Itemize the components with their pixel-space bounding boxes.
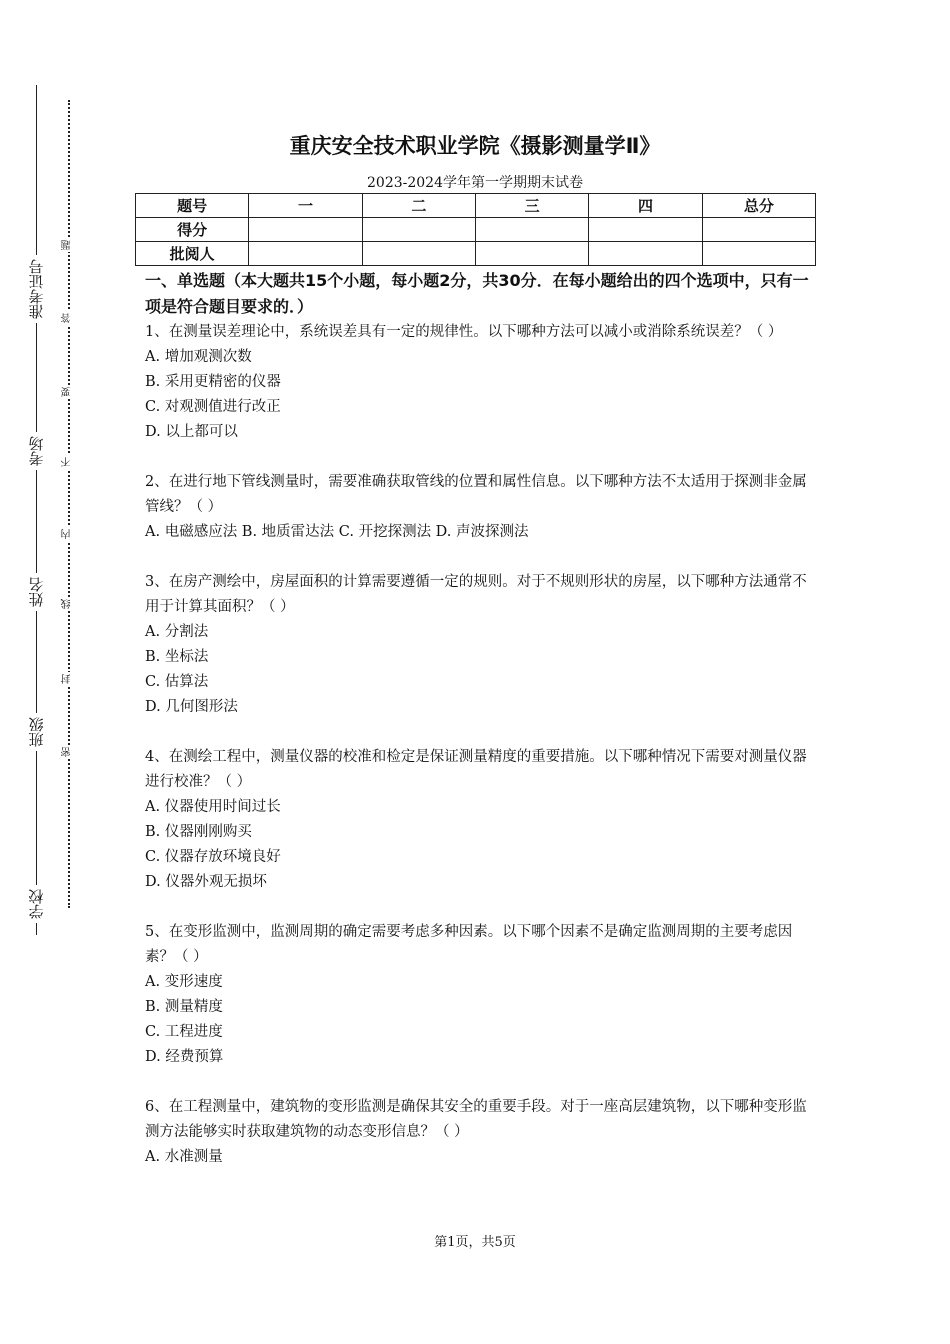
score-table-cell: [589, 218, 702, 242]
score-table-row-label: 批阅人: [136, 242, 249, 266]
question-stem: 4、在测绘工程中，测量仪器的校准和检定是保证测量精度的重要措施。以下哪种情况下需要对测量仪器进行校准？（ ）: [145, 749, 807, 790]
question-option: A. 分割法: [145, 624, 209, 640]
question-option: D. 几何图形法: [145, 699, 238, 715]
score-table-cell: [249, 218, 362, 242]
question-option: C. 仪器存放环境良好: [145, 849, 281, 865]
question-option: A. 仪器使用时间过长: [145, 799, 281, 815]
question: [145, 570, 810, 720]
seal-char: 封: [58, 672, 78, 686]
seal-char: 要: [58, 385, 78, 399]
score-table-header-cell: 二: [362, 194, 475, 218]
question-option: C. 工程进度: [145, 1024, 223, 1040]
question-option: C. 对观测值进行改正: [145, 399, 281, 415]
exam-title: 重庆安全技术职业学院《摄影测量学Ⅱ》: [289, 134, 661, 158]
score-table-row: [136, 218, 816, 242]
score-table-cell: [362, 242, 475, 266]
field-school-label: 学校: [20, 885, 52, 923]
score-table-cell: [589, 242, 702, 266]
question-option: B. 坐标法: [145, 649, 209, 665]
question-stem: 3、在房产测绘中，房屋面积的计算需要遵循一定的规则。对于不规则形状的房屋，以下哪种方法通常不用于计算其面积？（ ）: [145, 574, 807, 615]
question-option: D. 以上都可以: [145, 424, 238, 440]
seal-dotted-line: [68, 100, 70, 908]
question-option: A. 水准测量: [145, 1149, 223, 1165]
question-option: D. 仪器外观无损坏: [145, 874, 267, 890]
score-table-header-row: [136, 194, 816, 218]
seal-char: 不: [58, 455, 78, 469]
score-table-header-cell: 一: [249, 194, 362, 218]
seal-char: 答: [58, 311, 78, 325]
score-table: [135, 193, 816, 266]
question: [145, 470, 810, 545]
question-option: C. 估算法: [145, 674, 209, 690]
question-option: A. 变形速度: [145, 974, 223, 990]
seal-char: 密: [58, 745, 78, 759]
score-table-cell: [362, 218, 475, 242]
question: [145, 920, 810, 1070]
question-stem: 1、在测量误差理论中，系统误差具有一定的规律性。以下哪种方法可以减小或消除系统误差？（ ）: [145, 324, 783, 340]
question-option: A. 增加观测次数: [145, 349, 252, 365]
exam-content: [145, 268, 810, 1170]
binding-rule: [36, 85, 37, 935]
binding-margin: [0, 0, 90, 1344]
page-footer: 第1页，共5页: [434, 1235, 516, 1250]
score-table-row: [136, 242, 816, 266]
score-table-row-label: 得分: [136, 218, 249, 242]
score-table-header-cell: 三: [475, 194, 588, 218]
score-table-cell: [702, 242, 815, 266]
field-name-label: 姓名: [20, 573, 52, 611]
question: [145, 320, 810, 445]
score-table-cell: [702, 218, 815, 242]
question-stem: 2、在进行地下管线测量时，需要准确获取管线的位置和属性信息。以下哪种方法不太适用于探测非金属管线？（ ）: [145, 474, 807, 515]
field-exam-room-label: 考场: [20, 432, 52, 470]
question: [145, 745, 810, 895]
question: [145, 1095, 810, 1170]
question-option: B. 测量精度: [145, 999, 223, 1015]
question-option: B. 采用更精密的仪器: [145, 374, 281, 390]
score-table-cell: [475, 218, 588, 242]
section-heading: 一、单选题（本大题共15个小题，每小题2分，共30分．在每小题给出的四个选项中，只有一项是符合题目要求的．）: [145, 271, 809, 316]
seal-char: 内: [58, 527, 78, 541]
question-stem: 6、在工程测量中，建筑物的变形监测是确保其安全的重要手段。对于一座高层建筑物，以下哪种变形监测方法能够实时获取建筑物的动态变形信息？（ ）: [145, 1099, 807, 1140]
field-class-label: 班级: [20, 713, 52, 751]
score-table-header-cell: 四: [589, 194, 702, 218]
score-table-header-cell: 总分: [702, 194, 815, 218]
question-option: D. 经费预算: [145, 1049, 224, 1065]
field-exam-number-label: 准考证号: [20, 255, 52, 323]
question-stem: 5、在变形监测中，监测周期的确定需要考虑多种因素。以下哪个因素不是确定监测周期的主要考虑因素？（ ）: [145, 924, 793, 965]
exam-subtitle: 2023-2024学年第一学期期末试卷: [367, 175, 583, 191]
score-table-cell: [475, 242, 588, 266]
score-table-cell: [249, 242, 362, 266]
question-option: B. 仪器刚刚购买: [145, 824, 252, 840]
seal-char: 线: [58, 597, 78, 611]
seal-char: 题: [58, 238, 78, 252]
score-table-header-cell: 题号: [136, 194, 249, 218]
question-option: A. 电磁感应法 B. 地质雷达法 C. 开挖探测法 D. 声波探测法: [145, 524, 529, 540]
